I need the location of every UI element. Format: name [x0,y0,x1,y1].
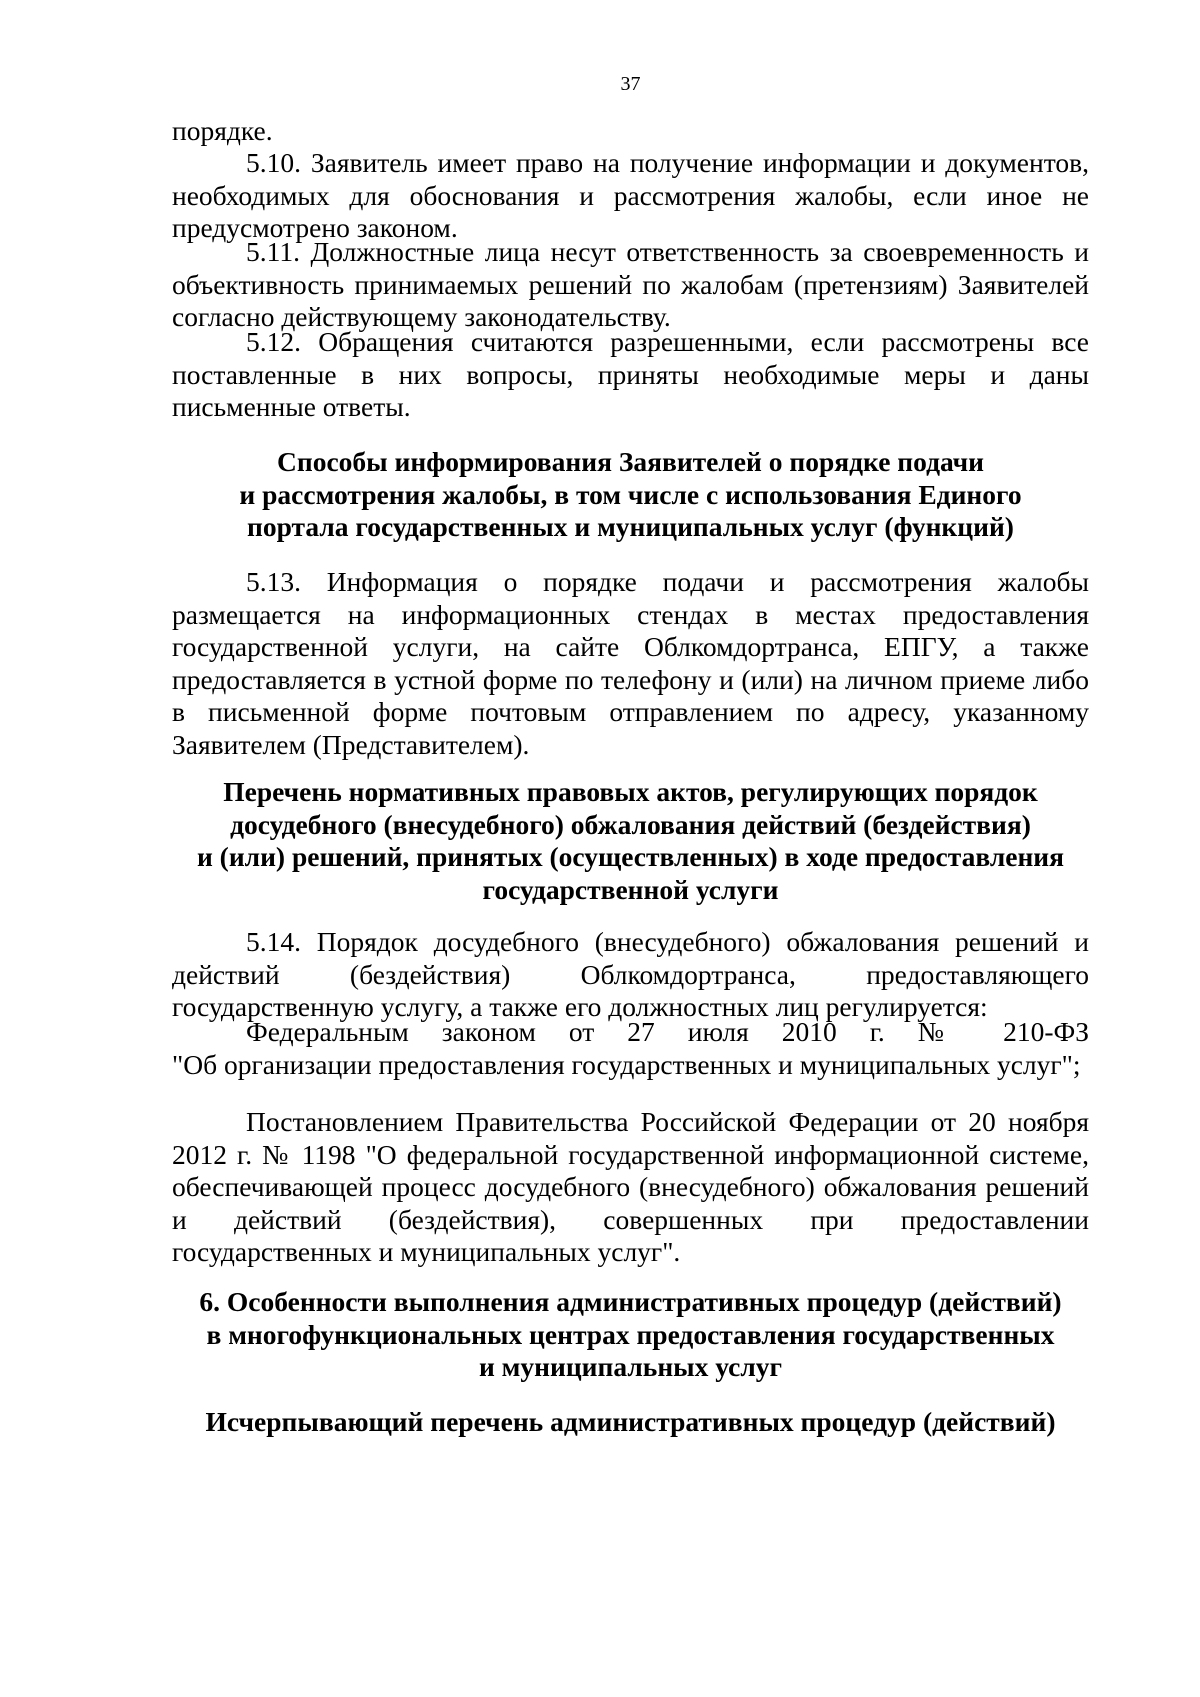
paragraph-5-14 [172,926,1089,1024]
paragraph-federal-law [172,1016,1089,1081]
paragraph-text: 5.10. Заявитель имеет право на получение информации и документов, необходимых для обоснования и рассмотрения жалобы, если иное не предусмотрено законом. [172,147,1089,243]
heading-line: досудебного (внесудебного) обжалования действий (бездействия) [230,808,1031,840]
heading-line: Перечень нормативных правовых актов, регулирующих порядок [223,776,1038,807]
paragraph-text: 5.13. Информация о порядке подачи и рассмотрения жалобы размещается на информационных стендах в местах предоставления государственной услуги, на сайте Облкомдортранса, ЕПГУ, а также предоставляется в устной форме по телефону и (или) на личном приеме либо в письменной форме почтовым отправлением по адресу, указанному Заявителем (Представителем). [172,566,1089,760]
paragraph-5-11 [172,236,1089,334]
paragraph-text: 5.11. Должностные лица несут ответственность за своевременность и объективность принимаемых решений по жалобам (претензиям) Заявителей согласно действующему законодательству. [172,236,1089,332]
heading-line: и рассмотрения жалобы, в том числе с использования Единого [239,478,1022,510]
heading-line: и муниципальных услуг [478,1351,783,1382]
heading-line: государственной услуги [482,873,779,905]
paragraph-postanovlenie [172,1106,1089,1269]
paragraph-text: 5.14. Порядок досудебного (внесудебного) обжалования решений и действий (бездействия) Облкомдортранса, предоставляющего государственную услугу, а также его должностных лиц регулируется: [172,926,1089,1022]
heading-perechen [172,776,1089,906]
heading-line: 6. Особенности выполнения административных процедур (действий) [199,1286,1062,1317]
paragraph-text: порядке. [172,115,273,146]
paragraph-text: 5.12. Обращения считаются разрешенными, если рассмотрены все поставленные в них вопросы, приняты необходимые меры и даны письменные ответы. [172,326,1089,422]
paragraph-5-10 [172,147,1089,245]
heading-line: Способы информирования Заявителей о порядке подачи [277,446,984,477]
paragraph-text-rest: "Об организации предоставления государственных и муниципальных услуг"; [172,1048,1081,1080]
heading-line: в многофункциональных центрах предоставления государственных [206,1318,1055,1350]
heading-section-6 [172,1286,1089,1384]
paragraph-5-12 [172,326,1089,424]
paragraph-5-13 [172,566,1089,761]
heading-line: и (или) решений, принятых (осуществленных) в ходе предоставления [196,841,1065,872]
heading-line: Исчерпывающий перечень административных процедур (действий) [205,1406,1056,1437]
page-number: 37 [620,73,641,95]
paragraph-text-line1: Федеральным законом от 27 июля 2010 г. № 210-ФЗ [246,1016,1089,1047]
paragraph-text: Постановлением Правительства Российской Федерации от 20 ноября 2012 г. № 1198 "О федеральной государственной информационной системе, обеспечивающей процесс досудебного (внесудебного) обжалования решений и действий (бездействия), совершенных при предоставлении государственных и муниципальных услуг". [172,1106,1089,1267]
heading-sposoby [172,446,1089,544]
paragraph-continued [172,115,1089,148]
heading-ischerpyvayushchiy [172,1406,1089,1439]
heading-line: портала государственных и муниципальных услуг (функций) [247,511,1014,542]
